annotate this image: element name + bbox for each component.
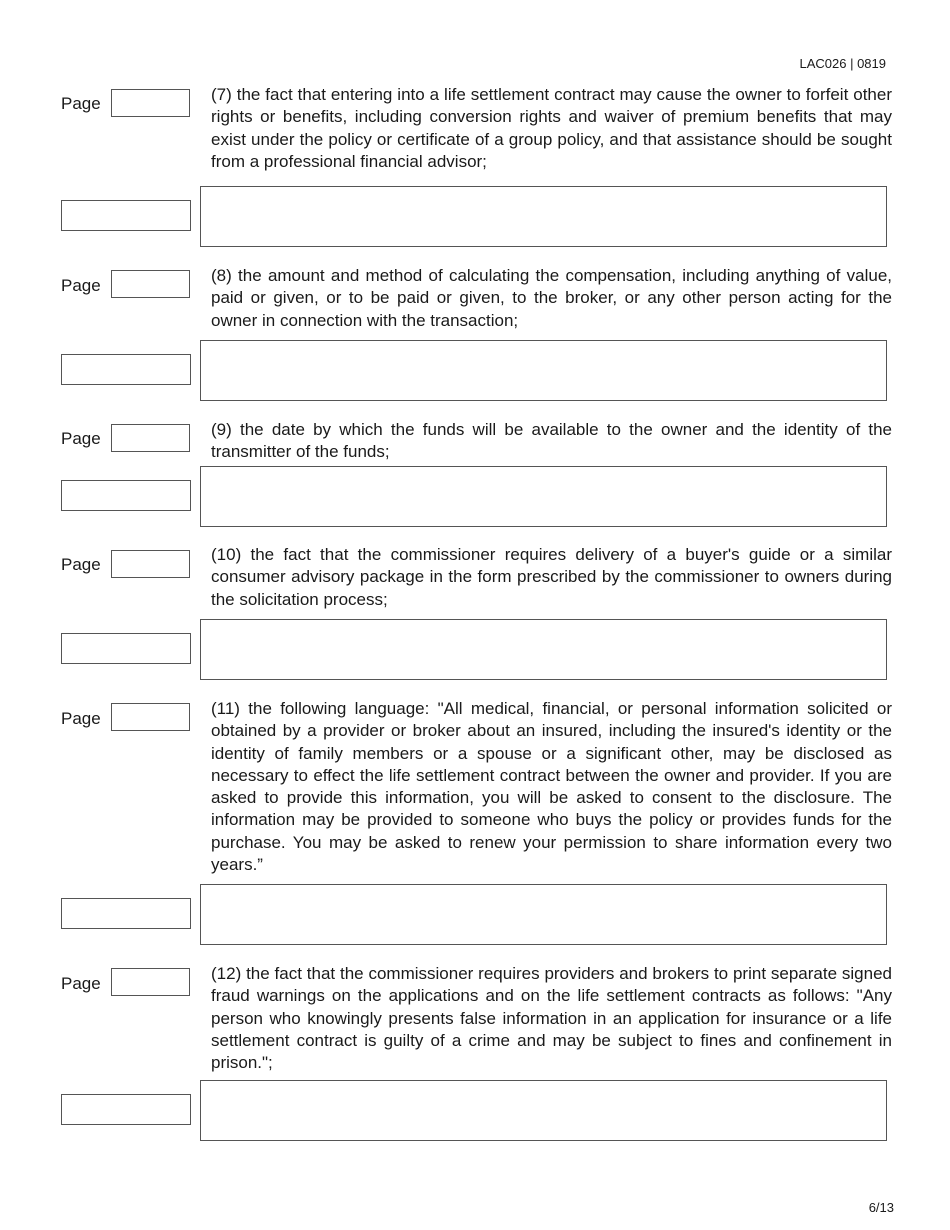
disclosure-item-text: (10) the fact that the commissioner requires delivery of a buyer's guide or a similar consumer advisory package in the form prescribed by the commissioner to owners during the solicitation process; xyxy=(211,545,892,609)
page-number: 6/13 xyxy=(868,1200,894,1215)
page-number-input[interactable] xyxy=(111,89,190,117)
disclosure-item-text: (8) the amount and method of calculating the compensation, including anything of value, paid or given, or to be paid or given, to the broker, or any other person acting for the owner in connection with the transaction; xyxy=(211,266,892,330)
comment-textarea[interactable] xyxy=(200,186,887,247)
disclosure-item-text: (7) the fact that entering into a life settlement contract may cause the owner to forfeit other rights or benefits, including conversion rights and waiver of premium benefits that may exist under the policy or certificate of a group policy, and that assistance should be sought from a professional financial advisor; xyxy=(211,85,892,171)
form-code: LAC026 | 0819 xyxy=(799,56,886,71)
reference-input[interactable] xyxy=(61,633,191,664)
reference-input[interactable] xyxy=(61,898,191,929)
page-label: Page xyxy=(61,94,101,113)
page-number-input[interactable] xyxy=(111,270,190,298)
disclosure-item-text: (9) the date by which the funds will be available to the owner and the identity of the transmitter of the funds; xyxy=(211,420,892,462)
page-number-input[interactable] xyxy=(111,550,190,578)
disclosure-item-text: (12) the fact that the commissioner requires providers and brokers to print separate signed fraud warnings on the applications and on the life settlement contracts as follows: "Any person who knowingly presents false information in an application for insurance or a life settlement contract is guilty of a crime and may be subject to fines and confinement in prison."; xyxy=(211,964,892,1073)
page-label: Page xyxy=(61,709,101,728)
comment-textarea[interactable] xyxy=(200,619,887,680)
page-number-input[interactable] xyxy=(111,424,190,452)
comment-textarea[interactable] xyxy=(200,884,887,945)
reference-input[interactable] xyxy=(61,1094,191,1125)
comment-textarea[interactable] xyxy=(200,340,887,401)
page-number-input[interactable] xyxy=(111,968,190,996)
page-number-input[interactable] xyxy=(111,703,190,731)
disclosure-item-text: (11) the following language: "All medical, financial, or personal information solicited or obtained by a provider or broker about an insured, including the insured's identity or the identity of family members or a spouse or a significant other, may be disclosed as necessary to effect the life settlement contract between the owner and provider. If you are asked to provide this information, you will be asked to consent to the disclosure. The information may be provided to someone who buys the policy or provides funds for the purchase. You may be asked to renew your permission to share information every two years.” xyxy=(211,699,892,875)
reference-input[interactable] xyxy=(61,200,191,231)
comment-textarea[interactable] xyxy=(200,466,887,527)
page-label: Page xyxy=(61,555,101,574)
reference-input[interactable] xyxy=(61,480,191,511)
page-label: Page xyxy=(61,429,101,448)
comment-textarea[interactable] xyxy=(200,1080,887,1141)
reference-input[interactable] xyxy=(61,354,191,385)
page-label: Page xyxy=(61,974,101,993)
page-label: Page xyxy=(61,276,101,295)
